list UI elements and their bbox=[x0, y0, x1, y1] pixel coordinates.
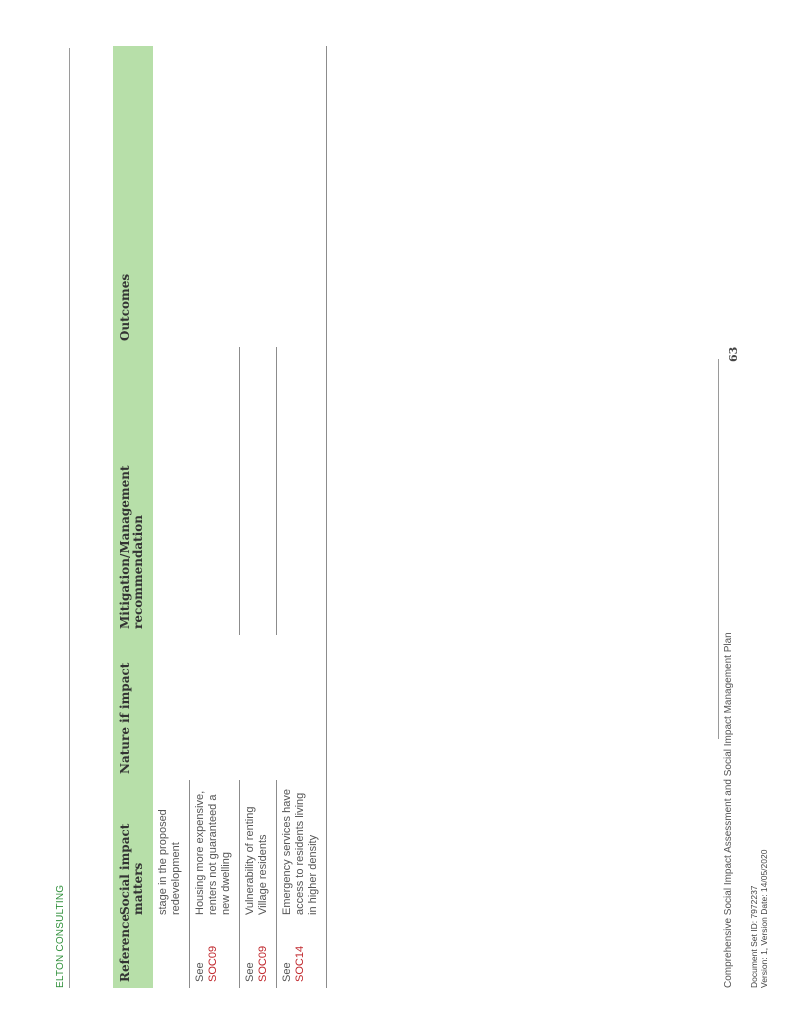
cell-outcomes bbox=[277, 46, 327, 347]
cell-nature bbox=[240, 635, 277, 780]
footer-document-title: Comprehensive Social Impact Assessment and Social Impact Management Plan bbox=[723, 632, 734, 988]
header-rule bbox=[69, 48, 70, 988]
cell-mitigation bbox=[153, 347, 190, 635]
ref-prefix: See bbox=[194, 962, 206, 982]
document-set-id: Document Set ID: 7972237 bbox=[749, 885, 759, 988]
col-header-reference: Reference bbox=[113, 921, 153, 988]
col-header-nature: Nature if impact bbox=[113, 635, 153, 780]
ref-prefix: See bbox=[281, 962, 293, 982]
cell-reference bbox=[153, 921, 190, 988]
ref-prefix: See bbox=[244, 962, 256, 982]
table-row bbox=[240, 46, 277, 988]
cell-outcomes bbox=[240, 46, 277, 347]
col-header-outcomes: Outcomes bbox=[113, 46, 153, 347]
cell-matter: stage in the proposed redevelopment bbox=[153, 780, 190, 921]
cell-reference bbox=[240, 921, 277, 988]
cell-reference bbox=[277, 921, 327, 988]
cell-outcomes bbox=[190, 46, 240, 347]
table-row bbox=[153, 46, 190, 988]
cell-reference bbox=[190, 921, 240, 988]
ref-code[interactable]: SOC09 bbox=[207, 945, 219, 982]
cell-mitigation bbox=[190, 347, 240, 635]
cell-mitigation bbox=[277, 347, 327, 635]
footer-metadata bbox=[749, 850, 769, 988]
col-header-mitigation: Mitigation/Management recommendation bbox=[113, 347, 153, 635]
cell-outcomes bbox=[153, 46, 190, 347]
company-name: ELTON CONSULTING bbox=[55, 884, 66, 988]
col-header-social-impact: Social impact matters bbox=[113, 780, 153, 921]
version-info: Version: 1, Version Date: 14/05/2020 bbox=[759, 849, 769, 988]
table-row bbox=[190, 46, 240, 988]
ref-code[interactable]: SOC09 bbox=[257, 945, 269, 982]
cell-matter: Housing more expensive, renters not guaranteed a new dwelling bbox=[190, 780, 240, 921]
table-header-row bbox=[113, 46, 153, 988]
footer-rule bbox=[718, 359, 719, 739]
cell-nature bbox=[190, 635, 240, 780]
impact-table bbox=[113, 46, 327, 988]
table-row bbox=[277, 46, 327, 988]
cell-nature bbox=[153, 635, 190, 780]
page-number: 63 bbox=[727, 346, 740, 362]
cell-matter: Emergency services have access to residents living in higher density bbox=[277, 780, 327, 921]
cell-nature bbox=[277, 635, 327, 780]
ref-code[interactable]: SOC14 bbox=[294, 945, 306, 982]
cell-mitigation bbox=[240, 347, 277, 635]
cell-matter: Vulnerability of renting Village residents bbox=[240, 780, 277, 921]
